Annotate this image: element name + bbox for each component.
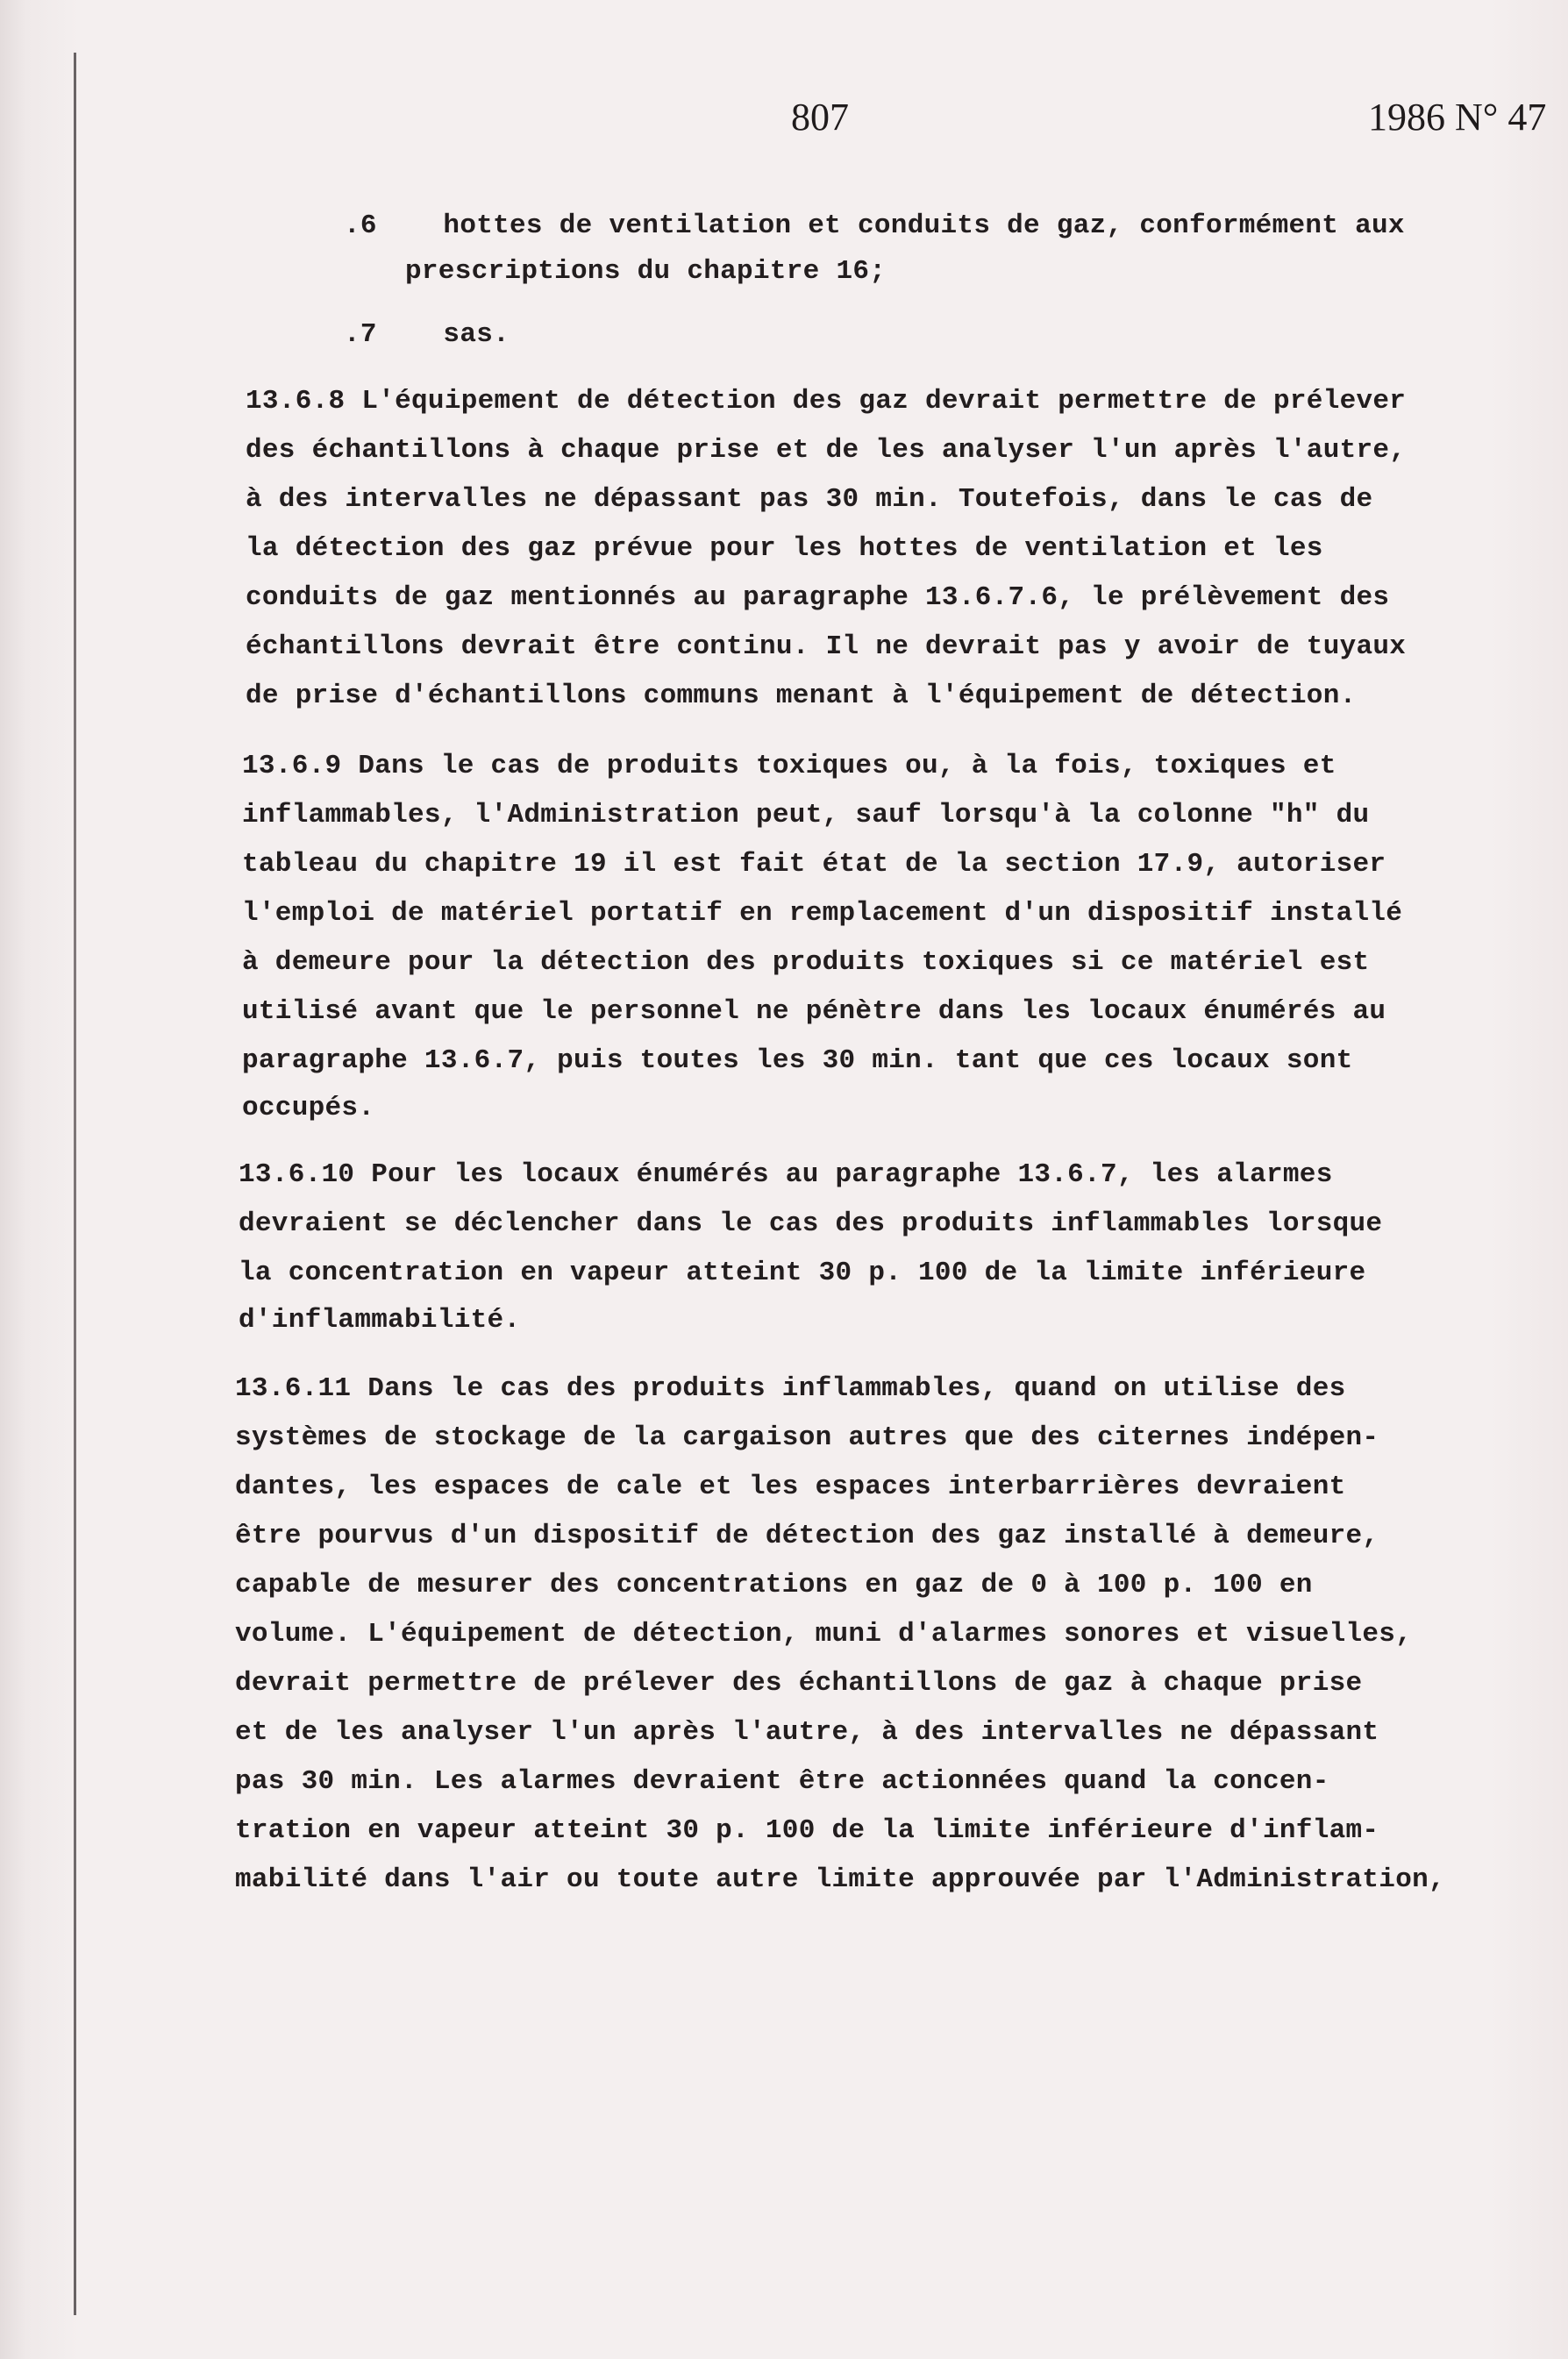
page-number: 807: [791, 96, 849, 139]
text-line: être pourvus d'un dispositif de détection des gaz installé à demeure,: [235, 1521, 1379, 1551]
text-line: de prise d'échantillons communs menant à l'équipement de détection.: [246, 681, 1357, 711]
text-line: et de les analyser l'un après l'autre, à des intervalles ne dépassant: [235, 1717, 1379, 1748]
text-line: .6 hottes de ventilation et conduits de gaz, conformément aux: [344, 210, 1405, 241]
text-line: tableau du chapitre 19 il est fait état de la section 17.9, autoriser: [242, 849, 1386, 880]
text-line: conduits de gaz mentionnés au paragraphe 13.6.7.6, le prélèvement des: [246, 582, 1390, 613]
text-line: utilisé avant que le personnel ne pénètre dans les locaux énumérés au: [242, 996, 1386, 1027]
text-line: capable de mesurer des concentrations en gaz de 0 à 100 p. 100 en: [235, 1570, 1313, 1600]
text-line: la concentration en vapeur atteint 30 p. 100 de la limite inférieure: [239, 1258, 1366, 1288]
text-line: la détection des gaz prévue pour les hottes de ventilation et les: [246, 533, 1323, 564]
text-line: à demeure pour la détection des produits toxiques si ce matériel est: [242, 947, 1370, 978]
text-line: paragraphe 13.6.7, puis toutes les 30 min. tant que ces locaux sont: [242, 1045, 1353, 1076]
text-line: prescriptions du chapitre 16;: [405, 256, 887, 287]
gazette-reference: 1986 N° 47: [1368, 96, 1547, 139]
text-line: tration en vapeur atteint 30 p. 100 de la limite inférieure d'inflam-: [235, 1815, 1379, 1846]
text-line: dantes, les espaces de cale et les espaces interbarrières devraient: [235, 1472, 1346, 1502]
text-line: à des intervalles ne dépassant pas 30 min. Toutefois, dans le cas de: [246, 484, 1373, 515]
text-line: l'emploi de matériel portatif en remplacement d'un dispositif installé: [242, 898, 1403, 929]
text-line: devraient se déclencher dans le cas des produits inflammables lorsque: [239, 1208, 1383, 1239]
text-line: d'inflammabilité.: [239, 1305, 521, 1336]
text-line: volume. L'équipement de détection, muni d'alarmes sonores et visuelles,: [235, 1619, 1413, 1650]
text-line: échantillons devrait être continu. Il ne devrait pas y avoir de tuyaux: [246, 631, 1407, 662]
text-line: inflammables, l'Administration peut, sauf lorsqu'à la colonne "h" du: [242, 800, 1370, 830]
page-binding-edge: [74, 53, 76, 2315]
text-line: 13.6.11 Dans le cas des produits inflammables, quand on utilise des: [235, 1373, 1346, 1404]
text-line: 13.6.8 L'équipement de détection des gaz devrait permettre de prélever: [246, 386, 1407, 417]
text-line: systèmes de stockage de la cargaison autres que des citernes indépen-: [235, 1422, 1379, 1453]
text-line: mabilité dans l'air ou toute autre limite approuvée par l'Administration,: [235, 1864, 1445, 1895]
text-line: devrait permettre de prélever des échantillons de gaz à chaque prise: [235, 1668, 1363, 1699]
text-line: occupés.: [242, 1093, 375, 1123]
text-line: .7 sas.: [344, 319, 510, 350]
text-line: pas 30 min. Les alarmes devraient être actionnées quand la concen-: [235, 1766, 1329, 1797]
text-line: 13.6.10 Pour les locaux énumérés au paragraphe 13.6.7, les alarmes: [239, 1159, 1333, 1190]
text-line: 13.6.9 Dans le cas de produits toxiques ou, à la fois, toxiques et: [242, 751, 1336, 781]
text-line: des échantillons à chaque prise et de les analyser l'un après l'autre,: [246, 435, 1407, 466]
